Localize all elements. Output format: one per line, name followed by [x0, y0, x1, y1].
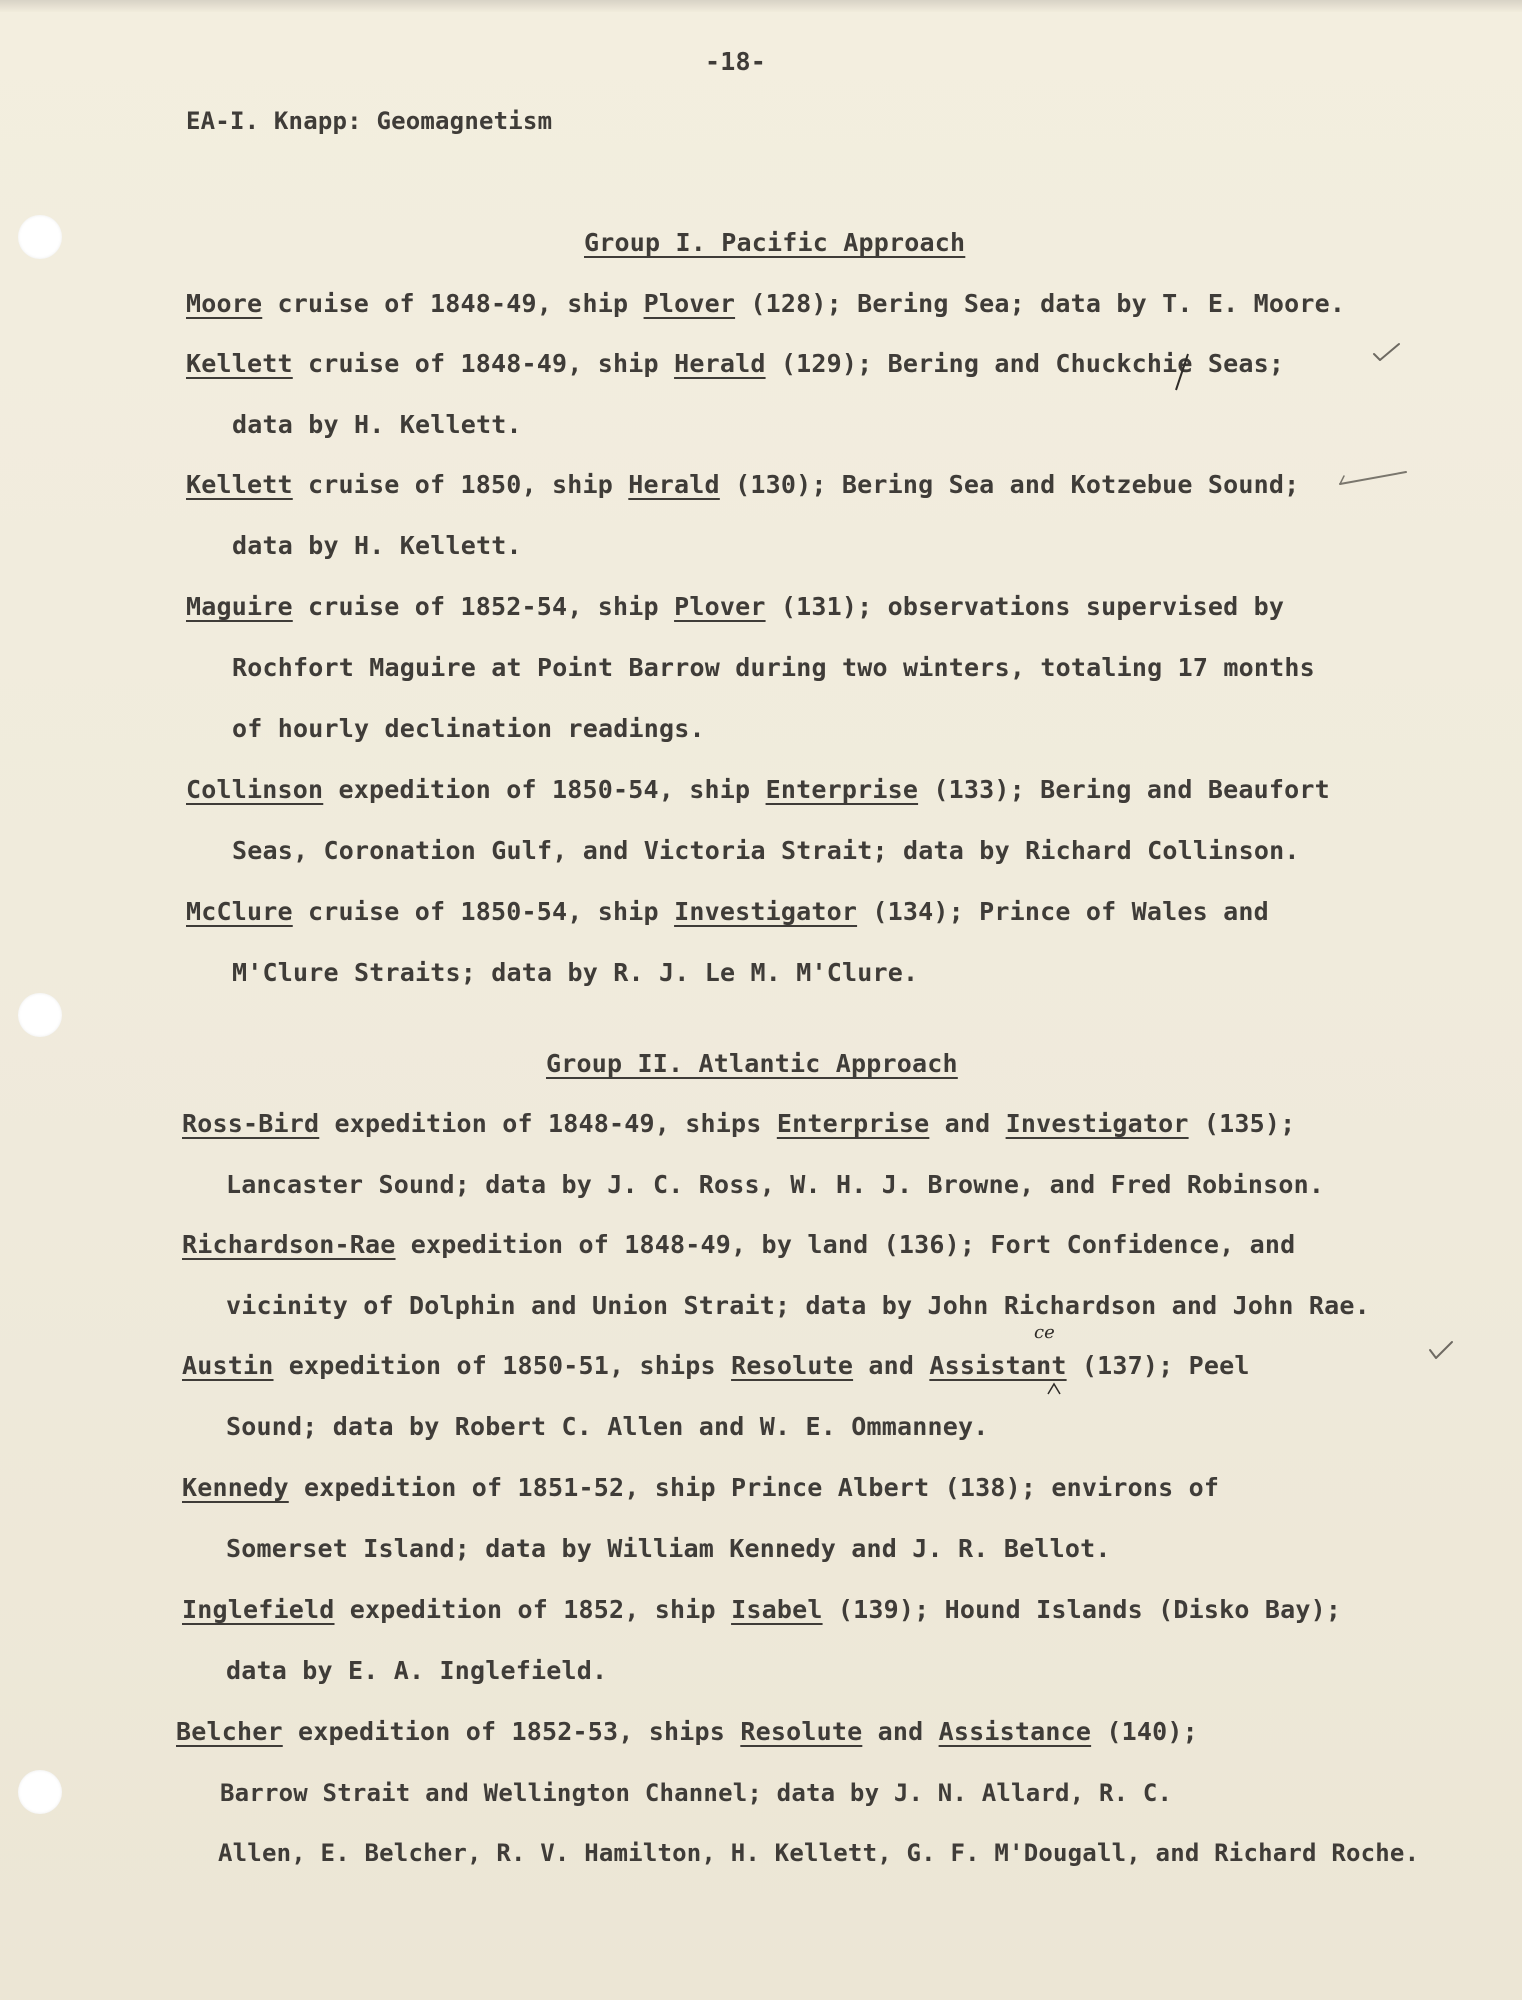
entry-text: expedition of 1852, ship [334, 1595, 732, 1624]
entry-text: expedition of 1848-49, ships [319, 1109, 777, 1138]
ship-name: Enterprise [765, 775, 919, 804]
entry-text: (130); Bering Sea and Kotzebue Sound; [719, 470, 1300, 499]
expedition-name: Collinson [186, 775, 324, 804]
entry-continuation: data by H. Kellett. [232, 410, 522, 439]
entry-continuation: vicinity of Dolphin and Union Strait; data by John Richardson and John Rae. [226, 1291, 1370, 1320]
entry-text: expedition of 1852-53, ships [282, 1717, 741, 1746]
entry-text: and [929, 1109, 1006, 1138]
page-number: -18- [705, 47, 767, 76]
entry-continuation: Sound; data by Robert C. Allen and W. E. Ommanney. [226, 1412, 989, 1441]
entry-line [182, 1595, 1341, 1625]
expedition-name: Maguire [186, 592, 293, 621]
ship-name: Investigator [674, 897, 858, 926]
entry-continuation: Lancaster Sound; data by J. C. Ross, W. H. J. Browne, and Fred Robinson. [226, 1170, 1325, 1199]
ship-name: Enterprise [776, 1109, 930, 1138]
entry-continuation: Somerset Island; data by William Kennedy and J. R. Bellot. [226, 1534, 1111, 1563]
entry-line [186, 470, 1299, 500]
entry-text: (140); [1091, 1717, 1198, 1746]
check-mark-icon [1338, 466, 1408, 490]
entry-text: expedition of 1850-51, ships [273, 1351, 732, 1380]
entry-text: cruise of 1852-54, ship [292, 592, 675, 621]
ship-name: Assistance [938, 1717, 1092, 1746]
expedition-name: McClure [186, 897, 293, 926]
check-mark-icon [1428, 1340, 1454, 1362]
entry-text: cruise of 1848-49, ship [262, 289, 644, 318]
expedition-name: Ross-Bird [182, 1109, 320, 1138]
entry-text: (131); observations supervised by [765, 592, 1285, 621]
expedition-name: Austin [182, 1351, 274, 1380]
entry-text: (135); [1188, 1109, 1296, 1138]
entry-line [182, 1351, 1250, 1381]
expedition-name: Kennedy [182, 1473, 289, 1502]
entry-text: cruise of 1848-49, ship [292, 349, 675, 378]
ship-name: Resolute [740, 1717, 863, 1746]
entry-line [186, 775, 1330, 805]
entry-continuation: M'Clure Straits; data by R. J. Le M. M'Clure. [232, 958, 919, 987]
running-header: EA-I. Knapp: Geomagnetism [186, 107, 553, 135]
group-heading: Group II. Atlantic Approach [546, 1049, 958, 1078]
entry-continuation: data by E. A. Inglefield. [226, 1656, 608, 1685]
entry-text: (133); Bering and Beaufort [918, 775, 1330, 804]
handwritten-correction: ce [1034, 1322, 1055, 1343]
caret-mark-icon [1046, 1382, 1062, 1396]
ship-name: Plover [643, 289, 736, 318]
entry-text: expedition of 1848-49, by land (136); Fort Confidence, and [395, 1230, 1296, 1259]
entry-continuation: Seas, Coronation Gulf, and Victoria Strait; data by Richard Collinson. [232, 836, 1300, 865]
entry-text: (128); Bering Sea; data by T. E. Moore. [735, 289, 1346, 318]
punch-hole [18, 1770, 62, 1814]
entry-continuation: Allen, E. Belcher, R. V. Hamilton, H. Kellett, G. F. M'Dougall, and Richard Roche. [218, 1839, 1420, 1867]
expedition-name: Belcher [176, 1717, 283, 1746]
entry-text: expedition of 1851-52, ship Prince Albert (138); environs of [288, 1473, 1220, 1502]
expedition-name: Moore [186, 289, 263, 318]
ship-name: Herald [674, 349, 766, 378]
entry-text: and [853, 1351, 930, 1380]
expedition-name: Kellett [186, 349, 293, 378]
expedition-name: Inglefield [182, 1595, 335, 1624]
ship-name: Assistant [929, 1351, 1067, 1380]
entry-text: expedition of 1850-54, ship [323, 775, 766, 804]
ship-name: Resolute [731, 1351, 854, 1380]
entry-text: cruise of 1850, ship [292, 470, 629, 499]
ship-name: Herald [628, 470, 720, 499]
punch-hole [18, 215, 62, 259]
entry-line [182, 1473, 1219, 1503]
expedition-name: Kellett [186, 470, 293, 499]
entry-text: (134); Prince of Wales and [857, 897, 1269, 926]
entry-continuation: data by H. Kellett. [232, 531, 522, 560]
entry-line [182, 1109, 1295, 1139]
entry-line [182, 1230, 1295, 1260]
entry-continuation: of hourly declination readings. [232, 714, 705, 743]
paper-top-edge [0, 0, 1522, 12]
ship-name: Investigator [1005, 1109, 1189, 1138]
entry-continuation: Barrow Strait and Wellington Channel; data by J. N. Allard, R. C. [220, 1779, 1173, 1807]
entry-line [176, 1717, 1198, 1747]
entry-line [186, 897, 1269, 927]
entry-text: and [862, 1717, 939, 1746]
entry-text: (137); Peel [1066, 1351, 1250, 1380]
entry-line [186, 592, 1284, 622]
entry-text: (139); Hound Islands (Disko Bay); [822, 1595, 1342, 1624]
ship-name: Plover [674, 592, 766, 621]
entry-line [186, 349, 1284, 379]
entry-continuation: Rochfort Maguire at Point Barrow during two winters, totaling 17 months [232, 653, 1315, 682]
entry-text: (129); Bering and Chuckchie Seas; [765, 349, 1285, 378]
entry-line [186, 289, 1345, 319]
check-mark-icon [1372, 340, 1402, 362]
entry-text: cruise of 1850-54, ship [292, 897, 675, 926]
punch-hole [18, 993, 62, 1037]
strike-mark-icon [1172, 352, 1192, 392]
group-heading: Group I. Pacific Approach [584, 228, 966, 257]
ship-name: Isabel [731, 1595, 823, 1624]
expedition-name: Richardson-Rae [182, 1230, 396, 1259]
